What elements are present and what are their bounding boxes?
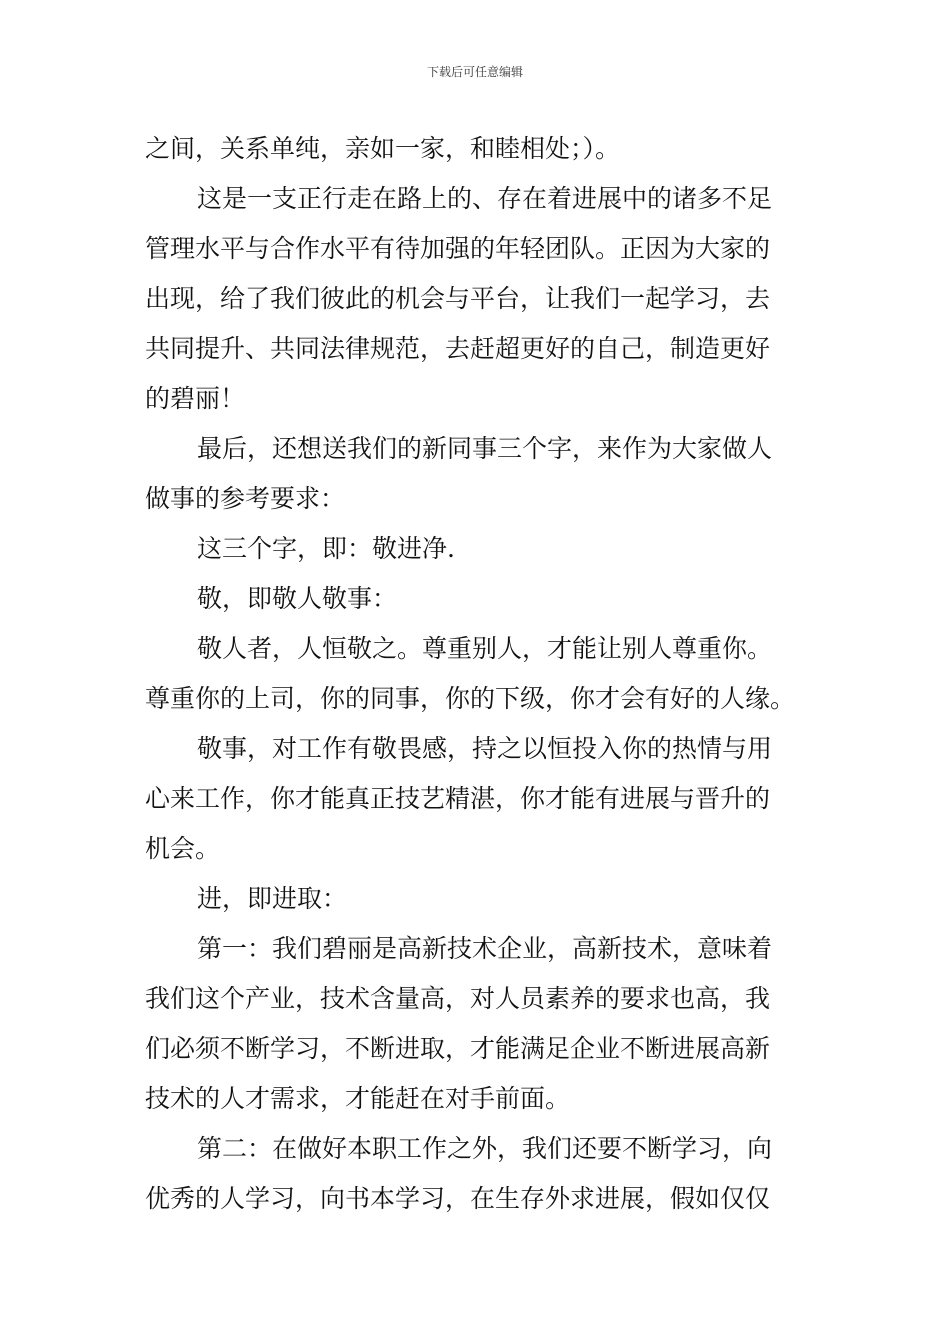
text-line: 的碧丽！: [145, 384, 246, 413]
text-line: 敬人者，人恒敬之。尊重别人，才能让别人尊重你。: [197, 634, 773, 663]
text-line: 技术的人才需求，才能赶在对手前面。: [145, 1084, 571, 1113]
text-line: 这是一支正行走在路上的、存在着进展中的诸多不足: [197, 184, 773, 213]
text-line: 最后，还想送我们的新同事三个字，来作为大家做人: [197, 434, 773, 463]
text-line: 敬，即敬人敬事：: [197, 584, 398, 613]
text-line: 进，即进取：: [197, 884, 348, 913]
text-line: 机会。: [145, 834, 221, 863]
text-line: 第二：在做好本职工作之外，我们还要不断学习，向: [197, 1134, 773, 1163]
text-line: 优秀的人学习，向书本学习，在生存外求进展，假如仅仅: [145, 1184, 771, 1213]
text-line: 之间，关系单纯，亲如一家，和睦相处；）。: [145, 134, 621, 163]
page-header-note: 下载后可任意编辑: [426, 65, 523, 79]
text-line: 我们这个产业，技术含量高，对人员素养的要求也高，我: [145, 984, 771, 1013]
text-line: 这三个字，即：敬进净.: [197, 534, 455, 563]
text-line: 尊重你的上司，你的同事，你的下级，你才会有好的人缘。: [145, 684, 796, 713]
text-line: 第一：我们碧丽是高新技术企业，高新技术，意味着: [197, 934, 773, 963]
text-line: 们必须不断学习，不断进取，才能满足企业不断进展高新: [145, 1034, 771, 1063]
text-line: 敬事，对工作有敬畏感，持之以恒投入你的热情与用: [197, 734, 773, 763]
text-line: 做事的参考要求：: [145, 484, 346, 513]
text-line: 共同提升、共同法律规范，去赶超更好的自己，制造更好: [145, 334, 771, 363]
text-line: 管理水平与合作水平有待加强的年轻团队。正因为大家的: [145, 234, 771, 263]
text-line: 出现，给了我们彼此的机会与平台，让我们一起学习，去: [145, 284, 771, 313]
text-line: 心来工作，你才能真正技艺精湛，你才能有进展与晋升的: [145, 784, 771, 813]
document-body: [145, 124, 810, 1224]
